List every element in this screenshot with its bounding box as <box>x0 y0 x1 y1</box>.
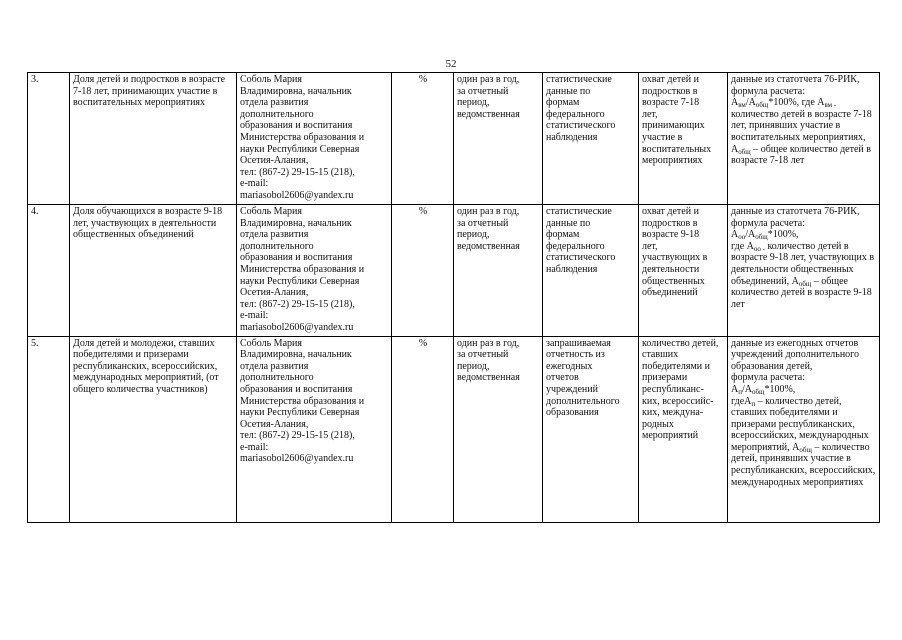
indicators-table <box>27 72 880 523</box>
indicator-name: Доля обучающихся в возрасте 9-18 лет, участвующих в деятельности общественных объединений <box>70 205 237 337</box>
email-link[interactable]: mariasobol2606@yandex.ru <box>240 321 354 333</box>
responsible-person: Соболь Мария Владимировна, начальник отдела развития дополнительного образования и воспитания Министерства образования и науки Республики Северная Осетия-Алания, тел: (867-2) 29-15-15 (218), e-mail: mariasobol2606@yandex.ru <box>237 73 392 205</box>
calculation-method: данные из статотчета 76-РИК, формула расчета: $А_{вм}/А_{общ}*100\%$, где $А_{вм -}$ количество детей в возрасте 7-18 лет, принявших участие в воспитательных мероприятиях, $А_{общ}$ – общее количество детей в возрасте 7-18 лет <box>728 73 880 205</box>
calculation-method: данные из статотчета 76-РИК, формула расчета: $А_{оо}/А_{общ}*100\%$, где $А_{оо -}$ количество детей в возрасте 9-18 лет, участвующих в деятельности общественных объединений, $А_{общ}$ – общее количество детей в возрасте 9-18 лет <box>728 205 880 337</box>
email-link[interactable]: mariasobol2606@yandex.ru <box>240 453 354 465</box>
indicator-name: Доля детей и молодежи, ставших победителями и призерами республиканских, всероссийских, международных мероприятий, (от общего количества участников) <box>70 336 237 522</box>
table-row <box>28 73 880 205</box>
table-row <box>28 205 880 337</box>
data-source: статистические данные по формам федерального статистического наблюдения <box>543 205 639 337</box>
calculation-method: данные из ежегодных отчетов учреждений дополнительного образования детей, формула расчета: $А_п/А_{общ}*100\%$, гдеА$_п$ – количество детей, ставших победителями и призерами республиканских, всероссийских, международных мероприятий, $А_{общ}$ – количество детей, принявших участие в республиканских, всероссийских, международных мероприятиях <box>728 336 880 522</box>
responsible-person: Соболь Мария Владимировна, начальник отдела развития дополнительного образования и воспитания Министерства образования и науки Республики Северная Осетия-Алания, тел: (867-2) 29-15-15 (218), e-mail: mariasobol2606@yandex.ru <box>237 205 392 337</box>
coverage: количество детей, ставших победителями и призерами республиканс- ких, всероссийс- ких, междуна- родных мероприятий <box>639 336 728 522</box>
indicator-name: Доля детей и подростков в возрасте 7-18 лет, принимающих участие в воспитательных мероприятиях <box>70 73 237 205</box>
row-number: 4. <box>28 205 70 337</box>
row-number: 5. <box>28 336 70 522</box>
table-row <box>28 336 880 522</box>
page-number: 52 <box>445 58 457 70</box>
data-source: статистические данные по формам федерального статистического наблюдения <box>543 73 639 205</box>
formula: $А_{вм}/А_{общ}*100\%$, где $А_{вм -}$ <box>731 97 837 110</box>
unit: % <box>392 205 454 337</box>
row-number: 3. <box>28 73 70 205</box>
unit: % <box>392 336 454 522</box>
email-link[interactable]: mariasobol2606@yandex.ru <box>240 189 354 201</box>
formula: $А_{оо}/А_{общ}*100\%$, <box>731 229 799 242</box>
coverage: охват детей и подростков в возрасте 7-18 лет, принимающих участие в воспитательных мероприятиях <box>639 73 728 205</box>
periodicity: один раз в год, за отчетный период, ведомственная <box>454 73 543 205</box>
coverage: охват детей и подростков в возрасте 9-18 лет, участвующих в деятельности общественных объединений <box>639 205 728 337</box>
periodicity: один раз в год, за отчетный период, ведомственная <box>454 205 543 337</box>
data-source: запрашиваемая отчетность из ежегодных отчетов учреждений дополнительного образования <box>543 336 639 522</box>
periodicity: один раз в год, за отчетный период, ведомственная <box>454 336 543 522</box>
formula: $А_п/А_{общ}*100\%$, <box>731 383 796 396</box>
responsible-person: Соболь Мария Владимировна, начальник отдела развития дополнительного образования и воспитания Министерства образования и науки Республики Северная Осетия-Алания, тел: (867-2) 29-15-15 (218), e-mail: mariasobol2606@yandex.ru <box>237 336 392 522</box>
unit: % <box>392 73 454 205</box>
